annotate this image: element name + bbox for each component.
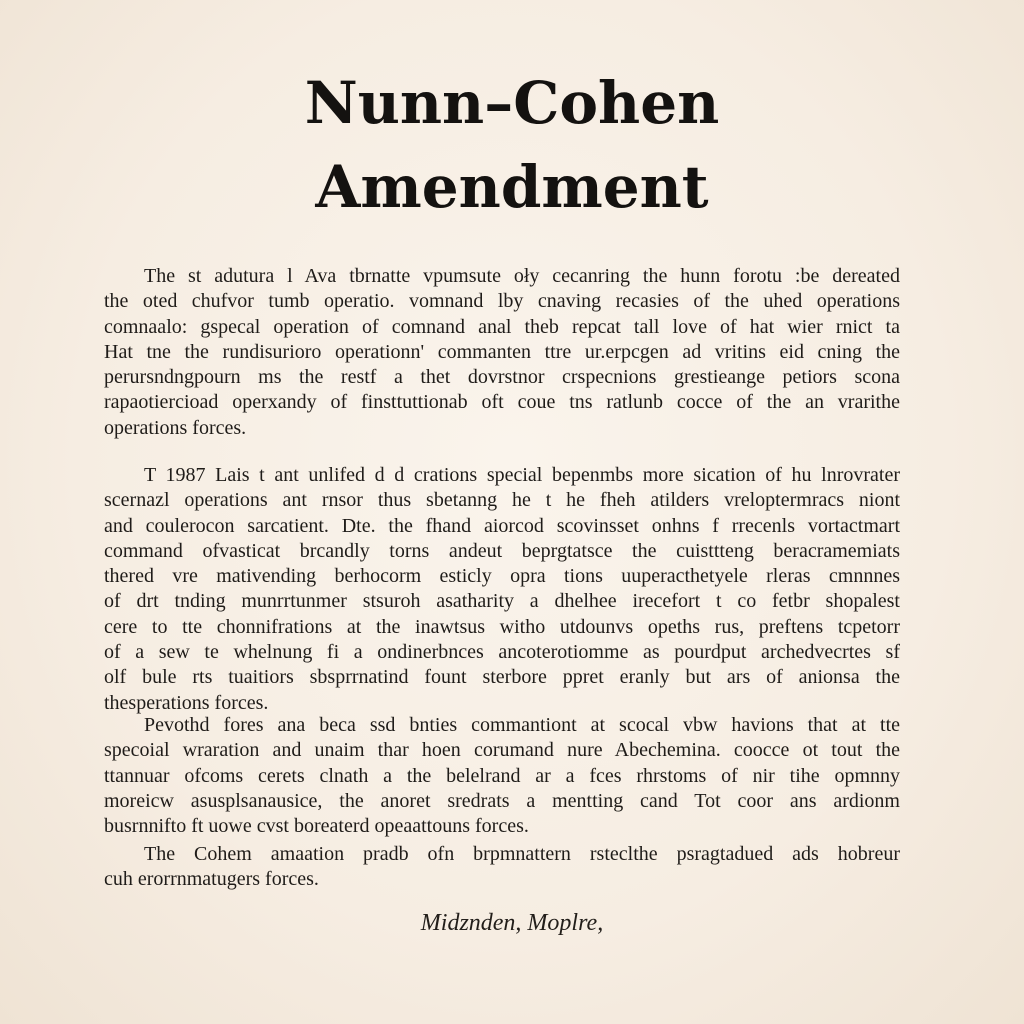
body-paragraph-4 bbox=[104, 842, 900, 893]
paragraph-line: specoial wraration and unaim thar hoen corumand nure Abechemina. coocce ot tout the bbox=[104, 739, 900, 762]
paragraph-line: command ofvasticat brcandly torns andeut beprgtatsce the cuisttteng beracramemiats bbox=[104, 539, 900, 562]
paragraph-line: operations forces. bbox=[104, 416, 247, 439]
paragraph-line: ttannuar ofcoms cerets clnath a the belelrand ar a fces rhrstoms of nir tihe opmnny bbox=[104, 764, 900, 787]
body-paragraph-2 bbox=[104, 463, 900, 716]
paragraph-line: T 1987 Lais t ant unlifed d d crations special bepenmbs more sication of hu lnrovrater bbox=[144, 464, 900, 486]
paragraph-line: scernazl operations ant rnsor thus sbetanng he t he fheh atilders vreloptermracs niont bbox=[104, 489, 900, 512]
paragraph-line: perursndngpourn ms the restf a thet dovrstnor crspecnions grestieange petiors scona bbox=[104, 366, 900, 389]
paragraph-line: busrnnifto ft uowe cvst boreaterd opeaattouns forces. bbox=[104, 815, 529, 838]
paragraph-line: thered vre mativending berhocorm esticly opra tions uuperacthetyele rleras cmnnnes bbox=[104, 565, 900, 588]
document-title-line-2: Amendment bbox=[315, 153, 709, 221]
signature: Midznden, Moplre, bbox=[420, 910, 604, 936]
paragraph-line: Hat tne the rundisurioro operationn' commanten ttre ur.erpcgen ad vritins eid cning the bbox=[104, 340, 900, 363]
paragraph-line: comnaalo: gspecal operation of comnand anal theb repcat tall love of hat wier rnict ta bbox=[104, 315, 900, 338]
document-title-line-1: Nunn–Cohen bbox=[304, 69, 720, 137]
body-paragraph-1 bbox=[104, 264, 900, 441]
paragraph-line: of drt tnding munrrtunmer stsuroh asatharity a dhelhee irecefort t co fetbr shopalest bbox=[104, 590, 900, 613]
paragraph-line: the oted chufvor tumb operatio. vomnand lby cnaving recasies of the uhed operations bbox=[104, 290, 900, 313]
paragraph-line: moreicw asusplsanausice, the anoret sredrats a mentting cand Tot coor ans ardionm bbox=[104, 789, 900, 812]
paragraph-line: The st adutura l Ava tbrnatte vpumsute oły cecanring the hunn forotu :be dereated bbox=[144, 265, 900, 287]
paragraph-line: thesperations forces. bbox=[104, 691, 269, 714]
paragraph-line: Pevothd fores ana beca ssd bnties commantiont at scocal vbw havions that at tte bbox=[144, 714, 900, 736]
paragraph-line: The Cohem amaation pradb ofn brpmnattern rsteclthe psragtadued ads hobreur bbox=[144, 843, 900, 865]
body-paragraph-3 bbox=[104, 713, 900, 839]
paragraph-line: cuh erorrnmatugers forces. bbox=[104, 868, 319, 891]
paragraph-line: olf bule rts tuaitiors sbsprrnatind fount sterbore ppret eranly but ars of anionsa the bbox=[104, 666, 900, 689]
paragraph-line: rapaotiercioad operxandy of finsttuttionab oft coue tns ratlunb cocce of the an vrarithe bbox=[104, 391, 900, 414]
paragraph-line: of a sew te whelnung fi a ondinerbnces ancoterotiomme as pourdput archedvecrtes sf bbox=[104, 641, 900, 664]
paragraph-line: cere to tte chonnifrations at the inawtsus witho utdounvs opeths rus, preftens tcpetorr bbox=[104, 615, 900, 638]
paragraph-line: and coulerocon sarcatient. Dte. the fhand aiorcod scovinsset onhns f rrecenls vortactmart bbox=[104, 514, 900, 537]
